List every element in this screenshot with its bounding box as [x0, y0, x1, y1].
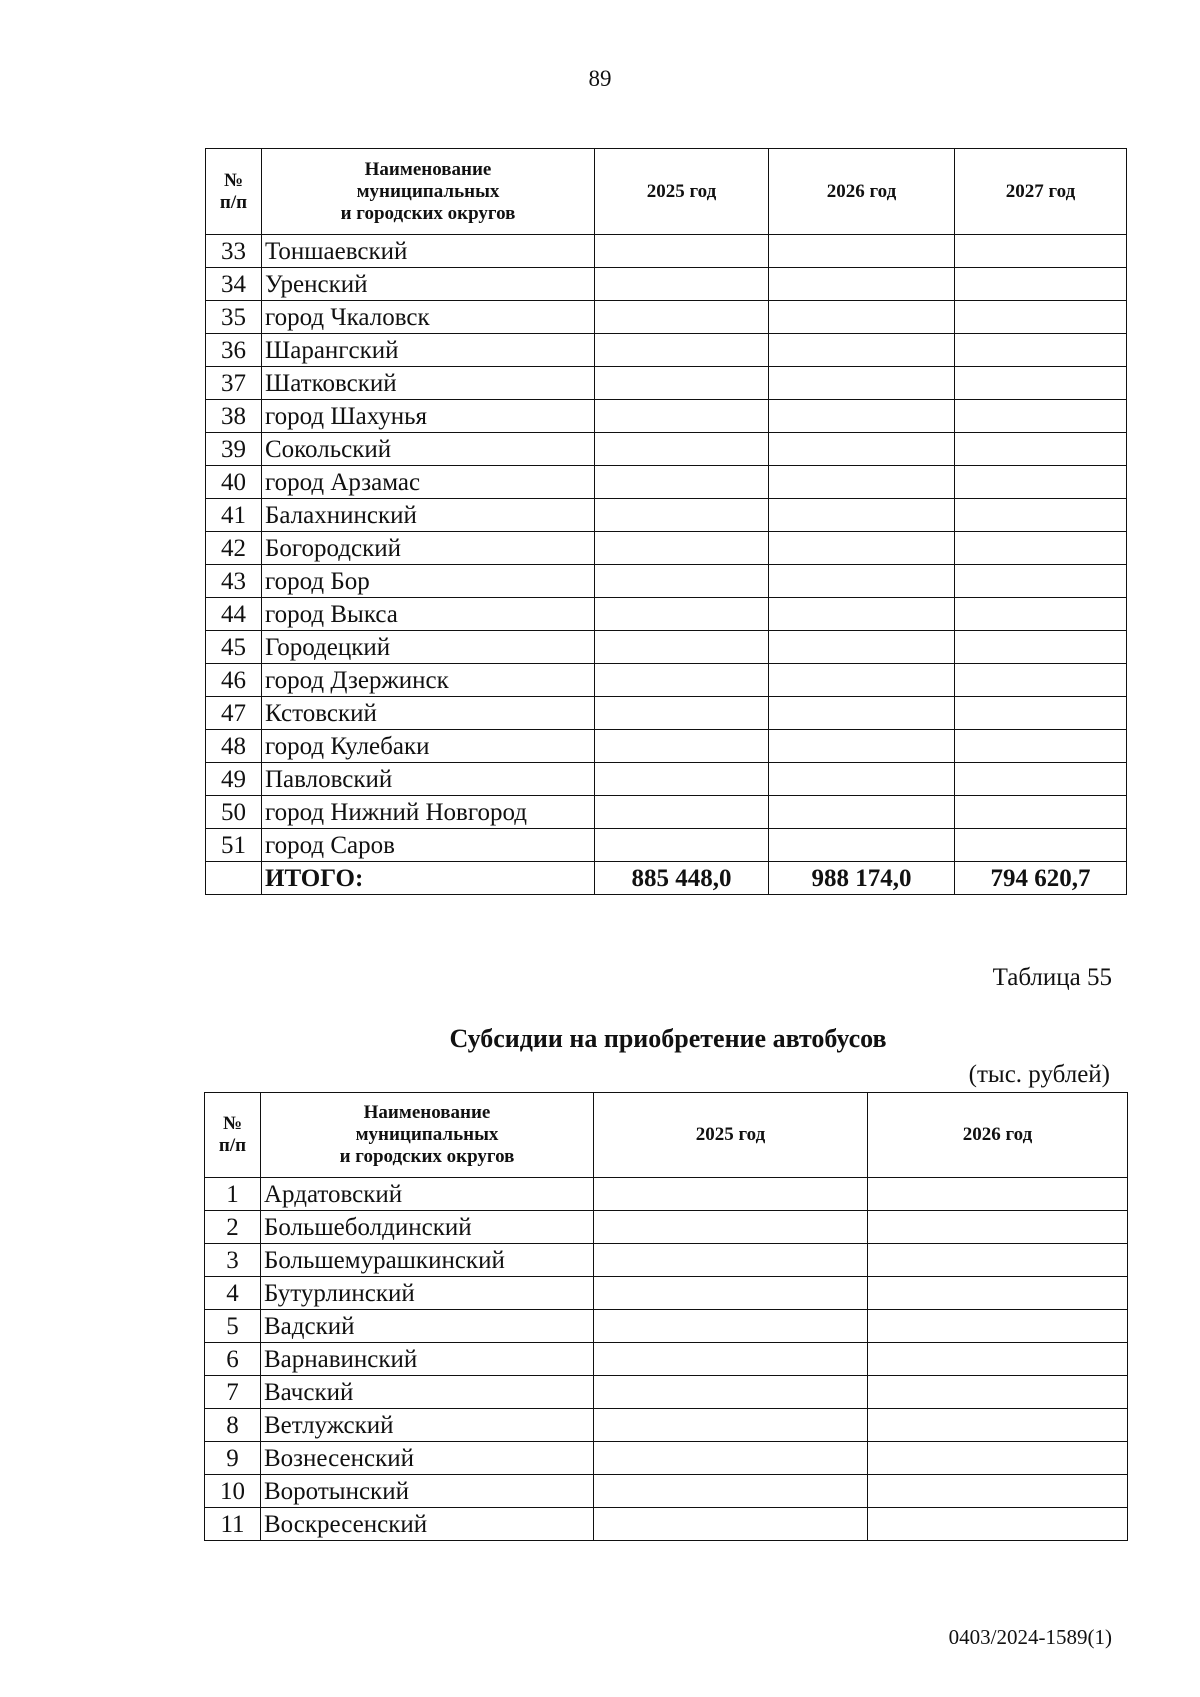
value-cell: [594, 1244, 868, 1277]
row-number: 38: [206, 400, 262, 433]
value-cell: [955, 532, 1127, 565]
row-number: 47: [206, 697, 262, 730]
value-cell: [769, 268, 955, 301]
units-label: (тыс. рублей): [968, 1061, 1110, 1088]
table-row: [206, 367, 1127, 400]
table-row: [206, 235, 1127, 268]
table-municipal-continued: [205, 148, 1127, 895]
value-cell: [769, 235, 955, 268]
value-cell: [595, 730, 769, 763]
value-cell: [595, 301, 769, 334]
value-cell: [594, 1211, 868, 1244]
value-cell: [868, 1178, 1128, 1211]
row-number: 10: [205, 1475, 261, 1508]
value-cell: [594, 1376, 868, 1409]
value-cell: [595, 598, 769, 631]
value-cell: [769, 433, 955, 466]
total-empty-cell: [206, 862, 262, 895]
table-row: [206, 598, 1127, 631]
table-row: [206, 631, 1127, 664]
total-2025: 885 448,0: [595, 862, 769, 895]
row-name: Варнавинский: [261, 1343, 594, 1376]
total-label: ИТОГО:: [262, 862, 595, 895]
value-cell: [868, 1277, 1128, 1310]
value-cell: [955, 235, 1127, 268]
value-cell: [769, 598, 955, 631]
row-name: Воротынский: [261, 1475, 594, 1508]
value-cell: [769, 499, 955, 532]
total-2026: 988 174,0: [769, 862, 955, 895]
header-2027: 2027 год: [955, 149, 1127, 235]
row-name: Тоншаевский: [262, 235, 595, 268]
table-row: [205, 1244, 1128, 1277]
table-row: [206, 433, 1127, 466]
header-2026: 2026 год: [769, 149, 955, 235]
value-cell: [868, 1343, 1128, 1376]
value-cell: [868, 1244, 1128, 1277]
row-number: 33: [206, 235, 262, 268]
row-name: Павловский: [262, 763, 595, 796]
table-bus-subsidies: [204, 1092, 1128, 1541]
row-number: 39: [206, 433, 262, 466]
value-cell: [955, 499, 1127, 532]
table-row: [206, 829, 1127, 862]
row-number: 40: [206, 466, 262, 499]
header-2025: 2025 год: [594, 1093, 868, 1178]
value-cell: [955, 796, 1127, 829]
value-cell: [594, 1475, 868, 1508]
value-cell: [595, 400, 769, 433]
header-name: Наименование муниципальных и городских округов: [261, 1093, 594, 1178]
row-name: город Чкаловск: [262, 301, 595, 334]
value-cell: [595, 763, 769, 796]
row-number: 49: [206, 763, 262, 796]
row-name: город Нижний Новгород: [262, 796, 595, 829]
row-number: 41: [206, 499, 262, 532]
row-number: 51: [206, 829, 262, 862]
header-2026: 2026 год: [868, 1093, 1128, 1178]
value-cell: [769, 829, 955, 862]
row-name: Шатковский: [262, 367, 595, 400]
row-name: город Бор: [262, 565, 595, 598]
table-row: [206, 400, 1127, 433]
table-row: [206, 796, 1127, 829]
table-row: [206, 268, 1127, 301]
row-number: 6: [205, 1343, 261, 1376]
row-name: город Кулебаки: [262, 730, 595, 763]
value-cell: [595, 334, 769, 367]
value-cell: [769, 697, 955, 730]
table-row: [205, 1310, 1128, 1343]
value-cell: [955, 730, 1127, 763]
value-cell: [868, 1508, 1128, 1541]
value-cell: [595, 235, 769, 268]
table-row: [205, 1475, 1128, 1508]
value-cell: [955, 433, 1127, 466]
value-cell: [955, 697, 1127, 730]
row-number: 34: [206, 268, 262, 301]
value-cell: [769, 730, 955, 763]
value-cell: [594, 1277, 868, 1310]
value-cell: [955, 268, 1127, 301]
row-number: 2: [205, 1211, 261, 1244]
value-cell: [595, 433, 769, 466]
row-name: Балахнинский: [262, 499, 595, 532]
table-row: [205, 1178, 1128, 1211]
table-row: [206, 301, 1127, 334]
table-title: Субсидии на приобретение автобусов: [449, 1024, 887, 1053]
value-cell: [955, 829, 1127, 862]
row-number: 43: [206, 565, 262, 598]
value-cell: [595, 796, 769, 829]
header-num: № п/п: [206, 149, 262, 235]
row-name: Бутурлинский: [261, 1277, 594, 1310]
value-cell: [769, 796, 955, 829]
table-row: [206, 730, 1127, 763]
value-cell: [594, 1409, 868, 1442]
value-cell: [769, 763, 955, 796]
table-row: [206, 763, 1127, 796]
table-row: [205, 1376, 1128, 1409]
row-number: 42: [206, 532, 262, 565]
row-name: Сокольский: [262, 433, 595, 466]
row-name: город Саров: [262, 829, 595, 862]
value-cell: [595, 697, 769, 730]
table-row: [206, 466, 1127, 499]
value-cell: [769, 400, 955, 433]
value-cell: [595, 367, 769, 400]
page-number: 89: [588, 66, 612, 91]
row-number: 46: [206, 664, 262, 697]
value-cell: [868, 1475, 1128, 1508]
value-cell: [955, 664, 1127, 697]
value-cell: [595, 466, 769, 499]
row-number: 5: [205, 1310, 261, 1343]
value-cell: [769, 565, 955, 598]
total-row: [206, 862, 1127, 895]
table-row: [206, 664, 1127, 697]
value-cell: [868, 1211, 1128, 1244]
value-cell: [868, 1376, 1128, 1409]
row-name: Вачский: [261, 1376, 594, 1409]
header-name: Наименование муниципальных и городских округов: [262, 149, 595, 235]
row-name: Уренский: [262, 268, 595, 301]
table-label: Таблица 55: [992, 964, 1112, 991]
value-cell: [769, 367, 955, 400]
row-number: 7: [205, 1376, 261, 1409]
value-cell: [769, 466, 955, 499]
row-number: 48: [206, 730, 262, 763]
value-cell: [769, 631, 955, 664]
header-2025: 2025 год: [595, 149, 769, 235]
value-cell: [769, 664, 955, 697]
table-row: [206, 697, 1127, 730]
value-cell: [868, 1310, 1128, 1343]
row-number: 9: [205, 1442, 261, 1475]
row-name: Ардатовский: [261, 1178, 594, 1211]
row-name: Большеболдинский: [261, 1211, 594, 1244]
value-cell: [594, 1442, 868, 1475]
value-cell: [594, 1508, 868, 1541]
row-name: город Дзержинск: [262, 664, 595, 697]
value-cell: [955, 334, 1127, 367]
table-header-row: [205, 1093, 1128, 1178]
value-cell: [594, 1310, 868, 1343]
value-cell: [595, 565, 769, 598]
row-name: город Выкса: [262, 598, 595, 631]
value-cell: [595, 532, 769, 565]
row-name: Богородский: [262, 532, 595, 565]
row-number: 8: [205, 1409, 261, 1442]
row-number: 11: [205, 1508, 261, 1541]
row-number: 4: [205, 1277, 261, 1310]
row-name: Вадский: [261, 1310, 594, 1343]
value-cell: [955, 631, 1127, 664]
table-row: [206, 532, 1127, 565]
row-name: Ветлужский: [261, 1409, 594, 1442]
value-cell: [769, 334, 955, 367]
table-row: [206, 499, 1127, 532]
row-name: Кстовский: [262, 697, 595, 730]
value-cell: [594, 1343, 868, 1376]
value-cell: [955, 400, 1127, 433]
value-cell: [594, 1178, 868, 1211]
row-number: 3: [205, 1244, 261, 1277]
row-name: город Шахунья: [262, 400, 595, 433]
table-row: [205, 1508, 1128, 1541]
table-row: [205, 1442, 1128, 1475]
value-cell: [595, 664, 769, 697]
row-number: 50: [206, 796, 262, 829]
value-cell: [595, 499, 769, 532]
table-row: [205, 1343, 1128, 1376]
total-2027: 794 620,7: [955, 862, 1127, 895]
value-cell: [868, 1442, 1128, 1475]
row-name: город Арзамас: [262, 466, 595, 499]
value-cell: [595, 268, 769, 301]
table-row: [206, 334, 1127, 367]
value-cell: [955, 301, 1127, 334]
value-cell: [595, 631, 769, 664]
table-row: [205, 1277, 1128, 1310]
row-name: Вознесенский: [261, 1442, 594, 1475]
value-cell: [955, 565, 1127, 598]
row-name: Воскресенский: [261, 1508, 594, 1541]
value-cell: [868, 1409, 1128, 1442]
header-num: № п/п: [205, 1093, 261, 1178]
row-number: 35: [206, 301, 262, 334]
value-cell: [955, 466, 1127, 499]
row-name: Городецкий: [262, 631, 595, 664]
value-cell: [769, 532, 955, 565]
value-cell: [955, 763, 1127, 796]
table-row: [206, 565, 1127, 598]
document-code: 0403/2024-1589(1): [948, 1625, 1112, 1649]
table-header-row: [206, 149, 1127, 235]
row-number: 36: [206, 334, 262, 367]
row-number: 44: [206, 598, 262, 631]
table-row: [205, 1211, 1128, 1244]
value-cell: [955, 367, 1127, 400]
table-row: [205, 1409, 1128, 1442]
row-number: 37: [206, 367, 262, 400]
row-number: 45: [206, 631, 262, 664]
row-name: Большемурашкинский: [261, 1244, 594, 1277]
row-number: 1: [205, 1178, 261, 1211]
value-cell: [769, 301, 955, 334]
value-cell: [955, 598, 1127, 631]
value-cell: [595, 829, 769, 862]
row-name: Шарангский: [262, 334, 595, 367]
